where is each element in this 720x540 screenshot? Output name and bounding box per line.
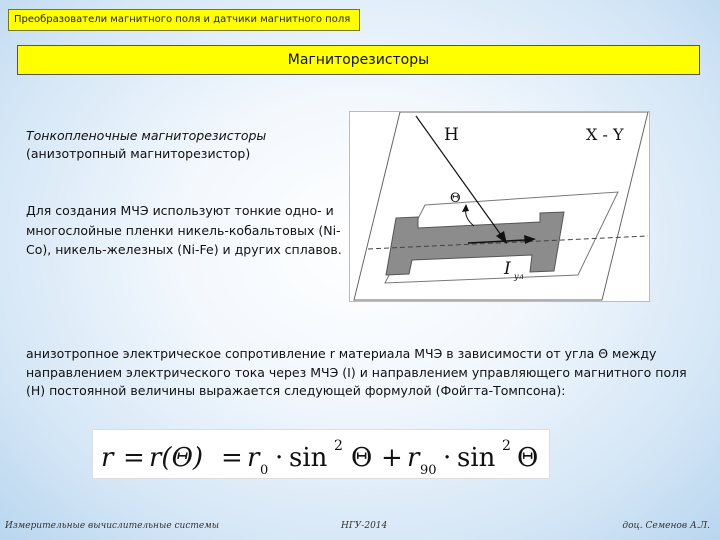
label-xy: X - Y <box>586 125 624 144</box>
formula-sin1: sin <box>289 443 328 473</box>
label-theta: Θ <box>450 191 461 206</box>
formula-r-theta: r(Θ) <box>149 443 204 473</box>
formula-sq2: 2 <box>502 438 511 454</box>
paragraph-formula-intro: анизотропное электрическое сопротивление r материала МЧЭ в зависимости от угла Θ между направлением электрического тока через МЧЭ (I) и направлением управляющего магнитного поля (H) постоянной величины выражается следующей формулой (Фойгта-Томпсона): <box>26 346 687 398</box>
formula-theta2: Θ <box>517 443 539 473</box>
formula-dot2: · <box>443 443 452 473</box>
formula-svg <box>93 430 551 480</box>
diagram-svg <box>350 112 651 303</box>
subtitle <box>26 127 346 163</box>
footer-author: доц. Семенов А.Л. <box>622 521 710 531</box>
formula-eq2: = <box>221 443 243 473</box>
subtitle-line1: Тонкопленочные магниторезисторы <box>26 128 267 143</box>
voigt-thomson-formula <box>92 429 550 479</box>
formula-r0-sub: 0 <box>260 463 269 478</box>
formula-sq1: 2 <box>334 438 343 454</box>
formula-r0: r <box>247 443 260 473</box>
label-h: H <box>444 125 459 145</box>
subtitle-line2: (анизотропный магниторезистор) <box>26 146 251 161</box>
film-element <box>386 212 564 275</box>
formula-plus: + <box>381 443 403 473</box>
formula-theta1: Θ <box>351 443 373 473</box>
formula-eq1: = <box>123 443 145 473</box>
magnetoresistor-diagram <box>349 111 650 302</box>
top-banner: Преобразователи магнитного поля и датчики магнитного поля <box>8 9 360 31</box>
formula-dot1: · <box>275 443 284 473</box>
paragraph-materials: Для создания МЧЭ используют тонкие одно- и многослойные пленки никель-кобальтовых (Ni-Co), никель-железных (Ni-Fe) и других сплавов. <box>26 203 342 257</box>
label-i-sub: ул <box>514 272 524 281</box>
formula-sin2: sin <box>457 443 496 473</box>
footer-course: Измерительные вычислительные системы <box>5 521 220 531</box>
formula-r90-sub: 90 <box>420 463 437 478</box>
angle-arc-head <box>462 204 469 212</box>
formula-r90: r <box>407 443 420 473</box>
formula-r: r <box>101 443 114 473</box>
footer-university: НГУ-2014 <box>341 521 388 531</box>
slide-title: Магниторезисторы <box>17 45 700 75</box>
label-i: I <box>504 259 511 279</box>
